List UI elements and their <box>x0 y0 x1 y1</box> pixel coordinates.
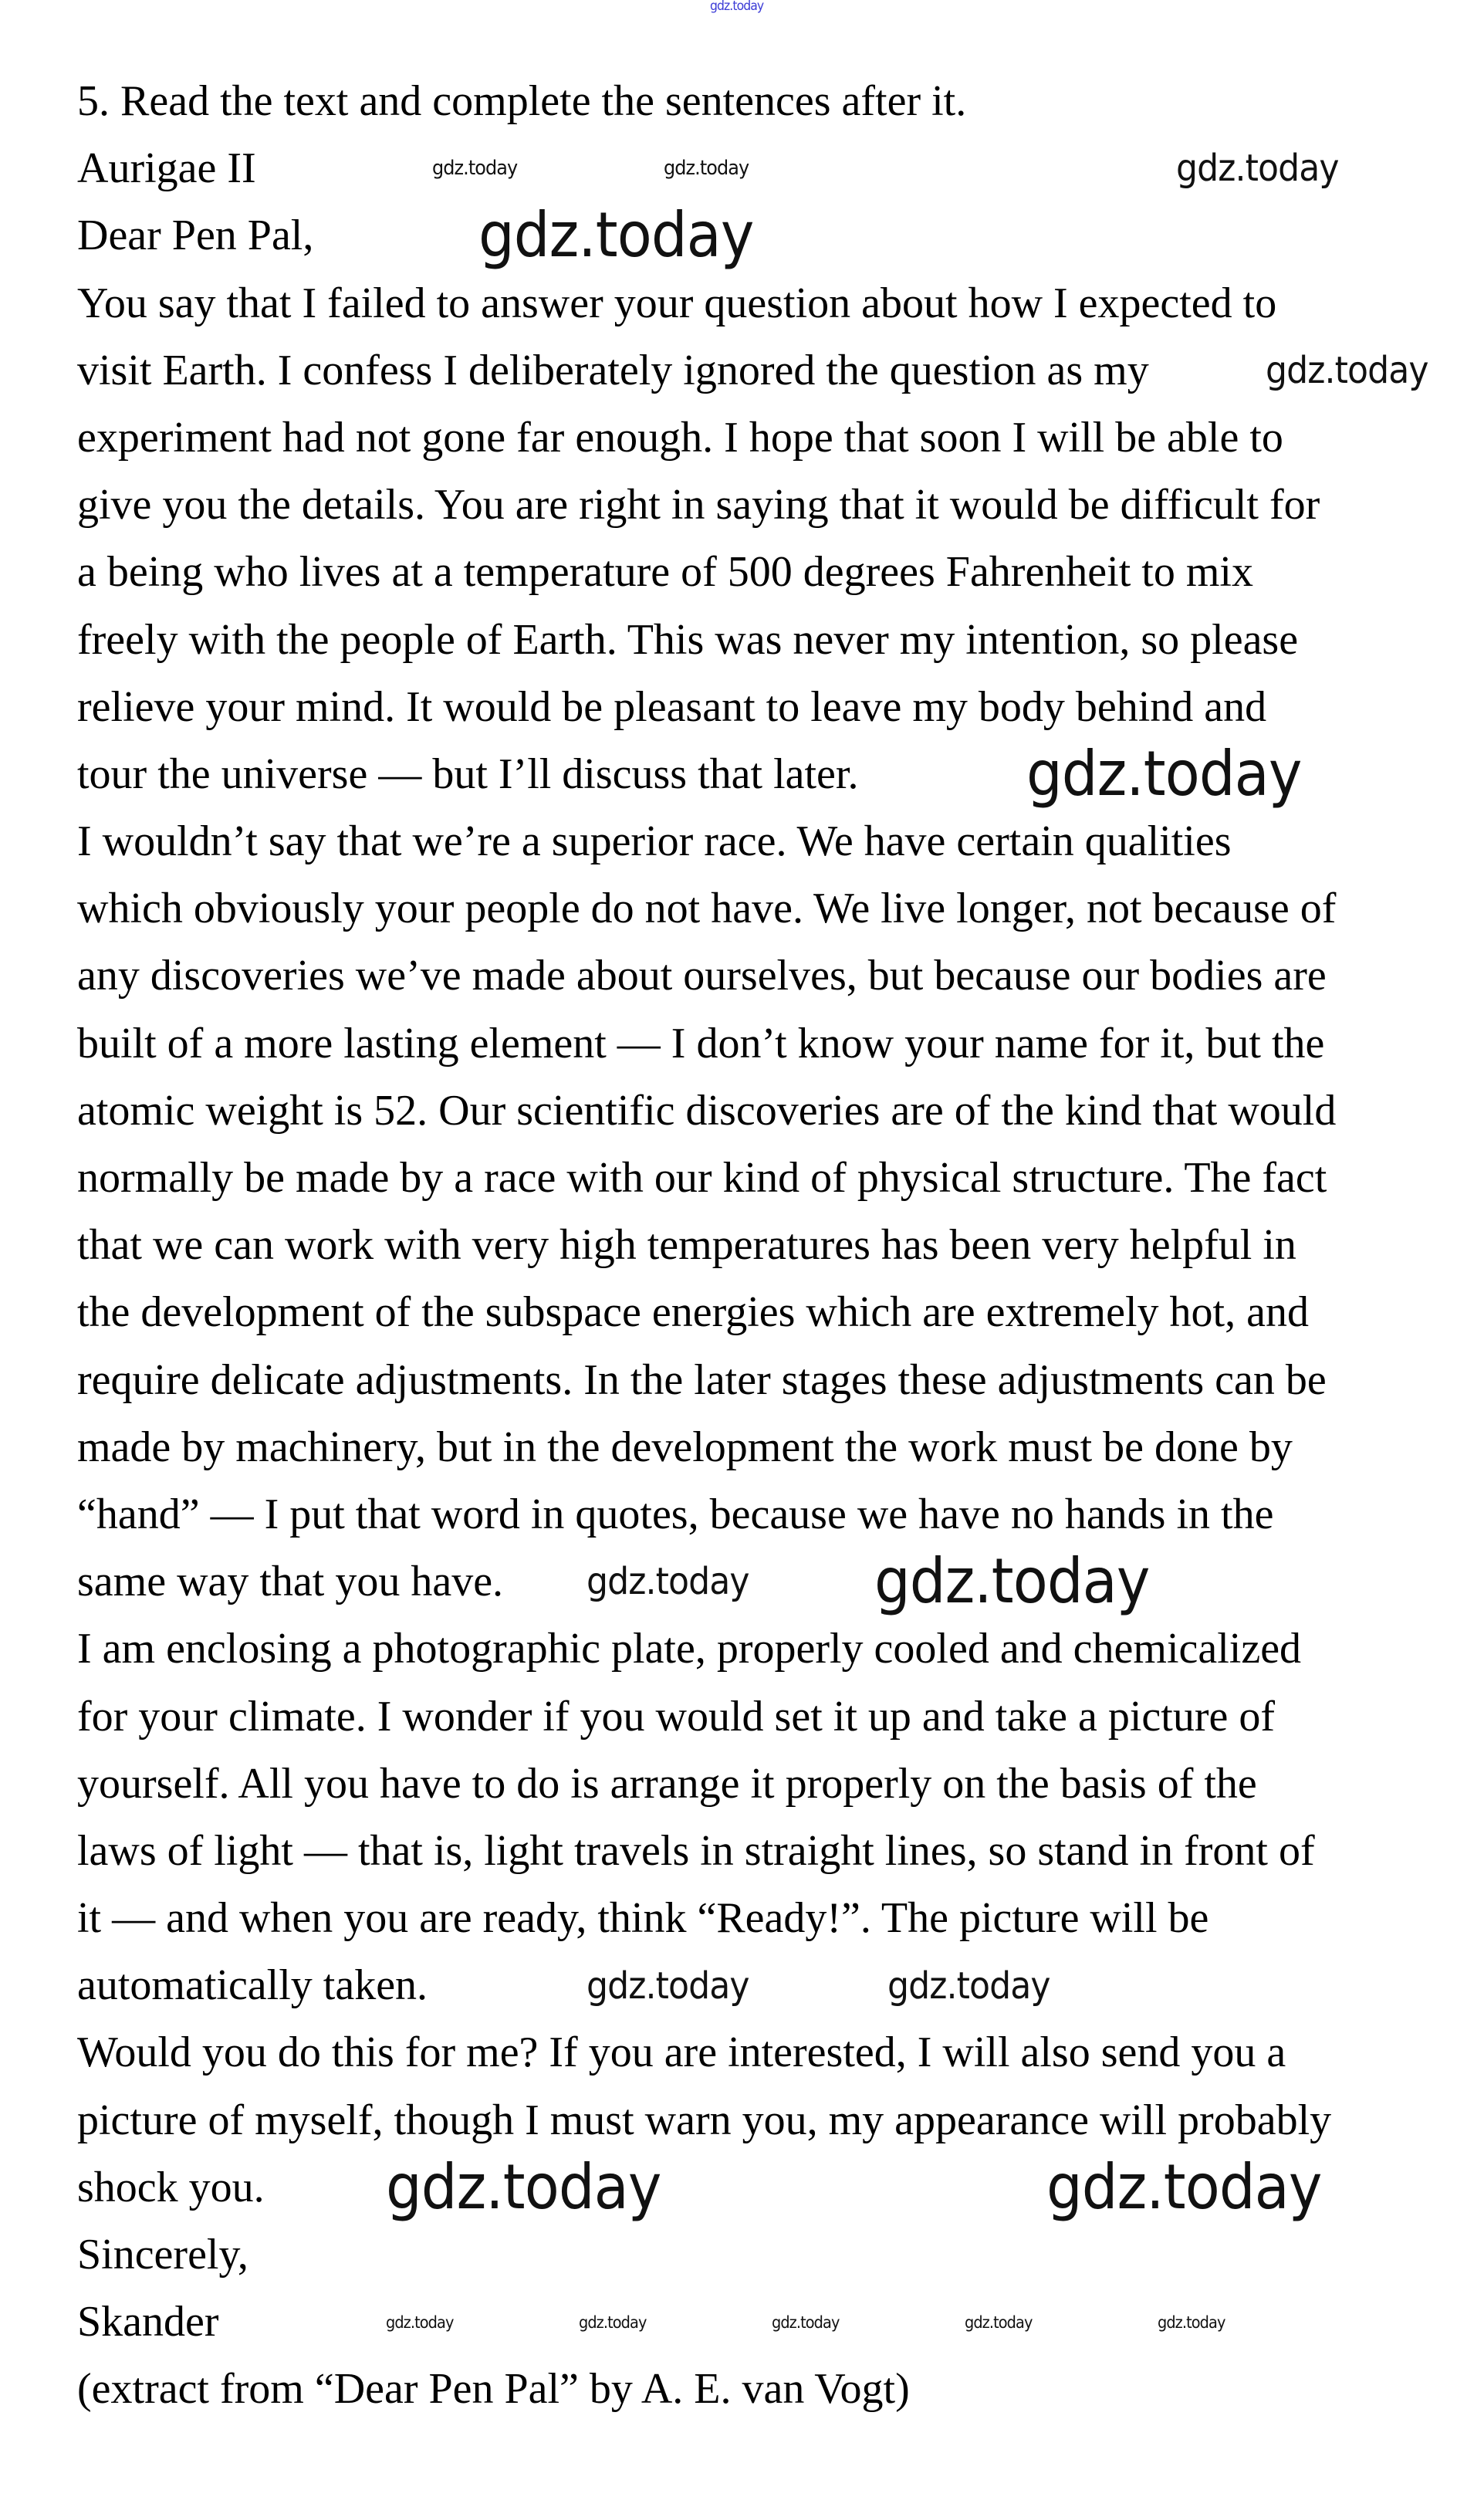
watermark: gdz.today <box>432 157 518 180</box>
watermark: gdz.today <box>1046 2151 1322 2223</box>
watermark: gdz.today <box>386 2313 454 2332</box>
text-line: experiment had not gone far enough. I hope that soon I will be able to <box>77 413 1283 462</box>
text-line: Sincerely, <box>77 2231 248 2279</box>
text-line: Would you do this for me? If you are interested, I will also send you a <box>77 2028 1286 2077</box>
text-line: that we can work with very high temperatures has been very helpful in <box>77 1221 1296 1270</box>
text-line: tour the universe — but I’ll discuss that later. <box>77 749 859 798</box>
watermark: gdz.today <box>1176 147 1339 190</box>
watermark: gdz.today <box>478 199 754 271</box>
text-line: laws of light — that is, light travels in straight lines, so stand in front of <box>77 1826 1315 1875</box>
watermark: gdz.today <box>587 1560 749 1603</box>
text-line: relieve your mind. It would be pleasant to leave my body behind and <box>77 682 1267 731</box>
text-line: 5. Read the text and complete the sentences after it. <box>77 77 967 125</box>
text-line: shock you. <box>77 2163 265 2211</box>
text-line: require delicate adjustments. In the later stages these adjustments can be <box>77 1355 1327 1404</box>
text-line: “hand” — I put that word in quotes, because we have no hands in the <box>77 1490 1274 1538</box>
text-line: Aurigae II <box>77 144 256 193</box>
text-line: Skander <box>77 2298 219 2346</box>
text-line: a being who lives at a temperature of 500 degrees Fahrenheit to mix <box>77 548 1253 597</box>
document-text <box>77 68 1336 2424</box>
text-line: built of a more lasting element — I don’t know your name for it, but the <box>77 1019 1325 1067</box>
text-line: (extract from “Dear Pen Pal” by A. E. van Vogt) <box>77 2365 910 2414</box>
watermark: gdz.today <box>386 2151 661 2223</box>
text-line: for your climate. I wonder if you would set it up and take a picture of <box>77 1692 1275 1741</box>
text-line: made by machinery, but in the development the work must be done by <box>77 1423 1293 1471</box>
watermark: gdz.today <box>887 1964 1050 2008</box>
text-line: give you the details. You are right in saying that it would be difficult for <box>77 481 1320 529</box>
watermark: gdz.today <box>1026 738 1302 810</box>
text-line: picture of myself, though I must warn you, my appearance will probably <box>77 2096 1332 2144</box>
text-line: visit Earth. I confess I deliberately ignored the question as my <box>77 346 1149 394</box>
watermark: gdz.today <box>874 1545 1150 1617</box>
text-line: the development of the subspace energies which are extremely hot, and <box>77 1288 1309 1337</box>
watermark: gdz.today <box>587 1964 749 2008</box>
text-line: any discoveries we’ve made about ourselves, but because our bodies are <box>77 952 1327 1000</box>
text-line: it — and when you are ready, think “Ready!”. The picture will be <box>77 1894 1209 1943</box>
text-line: normally be made by a race with our kind of physical structure. The fact <box>77 1154 1327 1202</box>
watermark: gdz.today <box>579 2313 647 2332</box>
text-line: same way that you have. <box>77 1558 504 1606</box>
text-line: yourself. All you have to do is arrange it properly on the basis of the <box>77 1759 1257 1808</box>
text-line: You say that I failed to answer your question about how I expected to <box>77 279 1277 327</box>
watermark: gdz.today <box>1158 2313 1225 2332</box>
text-line: I wouldn’t say that we’re a superior race. We have certain qualities <box>77 817 1232 866</box>
text-line: automatically taken. <box>77 1961 428 2010</box>
watermark: gdz.today <box>664 157 749 180</box>
text-line: atomic weight is 52. Our scientific discoveries are of the kind that would <box>77 1086 1337 1135</box>
text-line: freely with the people of Earth. This was never my intention, so please <box>77 615 1299 664</box>
text-line: which obviously your people do not have. We live longer, not because of <box>77 885 1337 933</box>
text-line: Dear Pen Pal, <box>77 211 314 260</box>
watermark: gdz.today <box>772 2313 840 2332</box>
watermark: gdz.today <box>1266 349 1428 392</box>
watermark-header: gdz.today <box>710 0 764 14</box>
text-line: I am enclosing a photographic plate, properly cooled and chemicalized <box>77 1625 1302 1673</box>
watermark: gdz.today <box>965 2313 1033 2332</box>
